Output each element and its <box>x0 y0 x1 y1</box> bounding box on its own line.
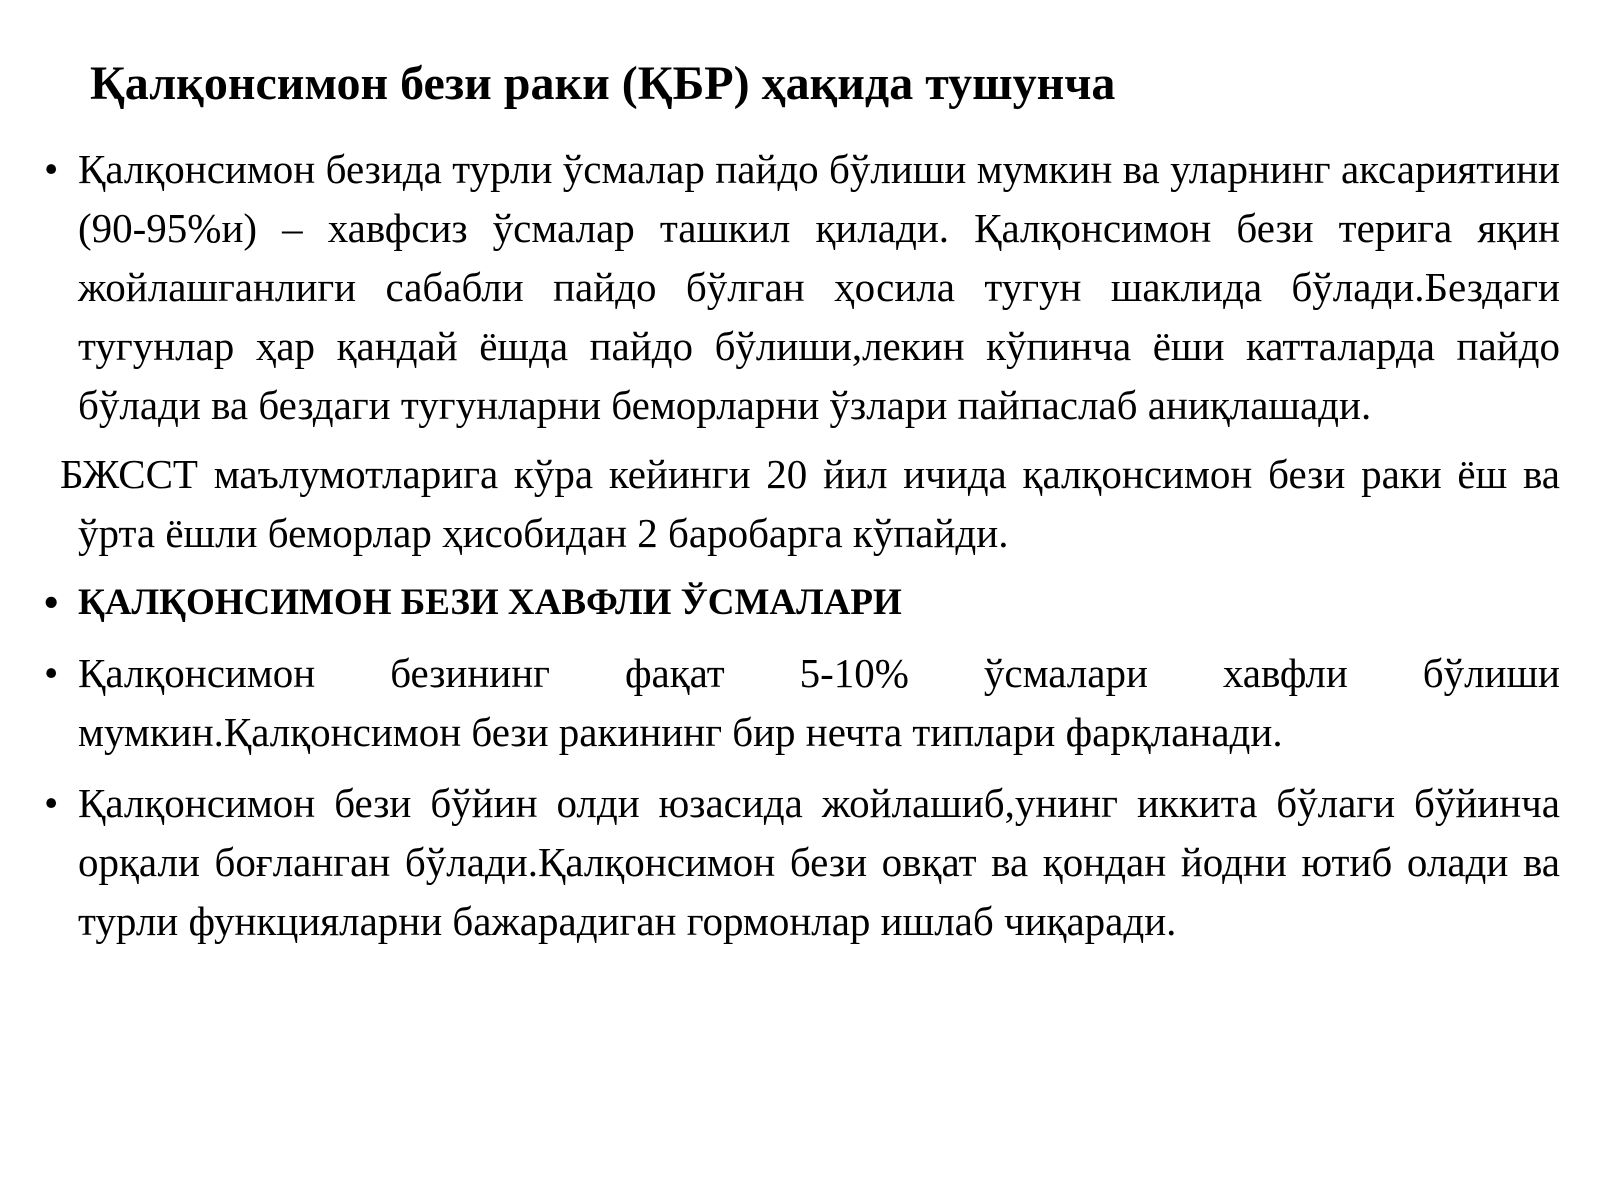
paragraph-item-2 <box>40 445 1560 563</box>
bullet-item-heading <box>40 573 1560 632</box>
bullet-icon: • <box>44 650 59 696</box>
bullet-icon: • <box>44 146 59 192</box>
bullet-text: Қалқонсимон бези бўйин олди юзасида жойлашиб,унинг иккита бўлаги бўйинча орқали боғланган бўлади.Қалқонсимон бези овқат ва қондан йодни ютиб олади ва турли функцияларни бажарадиган гормонлар ишлаб чиқаради. <box>78 780 1560 944</box>
paragraph-text: БЖССТ маълумотларига кўра кейинги 20 йил ичида қалқонсимон бези раки ёш ва ўрта ёшли беморлар ҳисобидан 2 баробарга кўпайди. <box>60 451 1560 556</box>
bullet-icon: • <box>44 579 59 625</box>
bullet-item-4 <box>40 644 1560 762</box>
slide-title: Қалқонсимон бези раки (ҚБР) ҳақида тушунча <box>90 57 1116 110</box>
section-heading: ҚАЛҚОНСИМОН БЕЗИ ХАВФЛИ ЎСМАЛАРИ <box>78 582 902 623</box>
bullet-item-5 <box>40 774 1560 951</box>
bullet-text: Қалқонсимон безида турли ўсмалар пайдо бўлиши мумкин ва уларнинг аксариятини (90-95%и) – хавфсиз ўсмалар ташкил қилади. Қалқонсимон бези терига яқин жойлашганлиги сабабли пайдо бўлган ҳосила тугун шаклида бўлади.Бездаги тугунлар ҳар қандай ёшда пайдо бўлиши,лекин кўпинча ёши катталарда пайдо бўлади ва бездаги тугунларни беморларни ўзлари пайпаслаб аниқлашади. <box>78 146 1560 428</box>
bullet-text: Қалқонсимон безининг фақат 5-10% ўсмалари хавфли бўлиши мумкин.Қалқонсимон бези ракининг бир нечта типлари фарқланади. <box>78 650 1560 755</box>
bullet-icon: • <box>44 780 59 826</box>
bullet-item-1 <box>40 140 1560 435</box>
slide-body <box>40 140 1560 957</box>
